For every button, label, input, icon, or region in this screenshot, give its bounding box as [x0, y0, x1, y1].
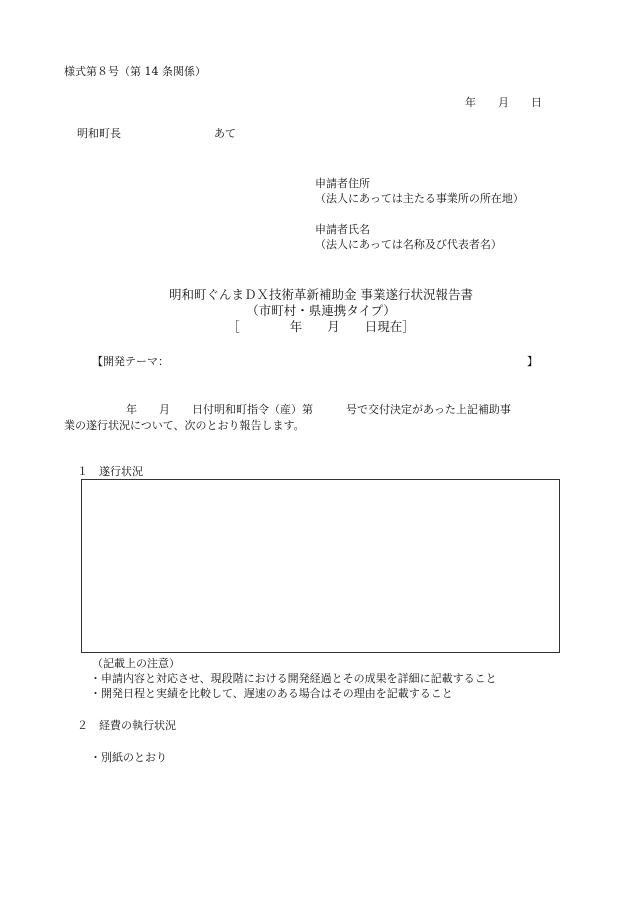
body-line-1: 年 月 日付明和町指令（産）第 号で交付決定があった上記補助事 — [126, 403, 511, 416]
development-theme-close: 】 — [527, 355, 538, 368]
body-line-2: 業の遂行状況について、次のとおり報告します。 — [64, 419, 305, 432]
note-item: ・申請内容と対応させ、現段階における開発経過とその成果を詳細に記載すること — [90, 672, 497, 685]
note-item: ・開発日程と実績を比較して、遅速のある場合はその理由を記載すること — [90, 687, 453, 700]
section-2-item: ・別紙のとおり — [90, 751, 167, 764]
form-number: 様式第８号（第 14 条関係） — [64, 65, 206, 78]
applicant-name-note: （法人にあっては名称及び代表者名） — [315, 238, 502, 251]
applicant-name-label: 申請者氏名 — [315, 223, 370, 236]
as-of-date: ［ 年 月 日現在］ — [227, 319, 415, 334]
applicant-address-note: （法人にあっては主たる事業所の所在地） — [315, 192, 524, 205]
development-theme-label: 【開発テーマ： — [92, 355, 169, 368]
addressee: 明和町長 — [77, 127, 121, 140]
addressee-suffix: あて — [214, 127, 236, 140]
section-1-heading: １ 遂行状況 — [77, 465, 143, 478]
section-2-heading: ２ 経費の執行状況 — [77, 719, 176, 732]
applicant-address-label: 申請者住所 — [315, 177, 370, 190]
document-title: 明和町ぐんまＤＸ技術革新補助金 事業遂行状況報告書 — [169, 287, 473, 302]
progress-status-box[interactable] — [81, 479, 560, 653]
date-line: 年 月 日 — [465, 96, 542, 109]
document-subtitle: （市町村・県連携タイプ） — [246, 303, 396, 318]
notes-heading: （記載上の注意） — [92, 657, 180, 670]
